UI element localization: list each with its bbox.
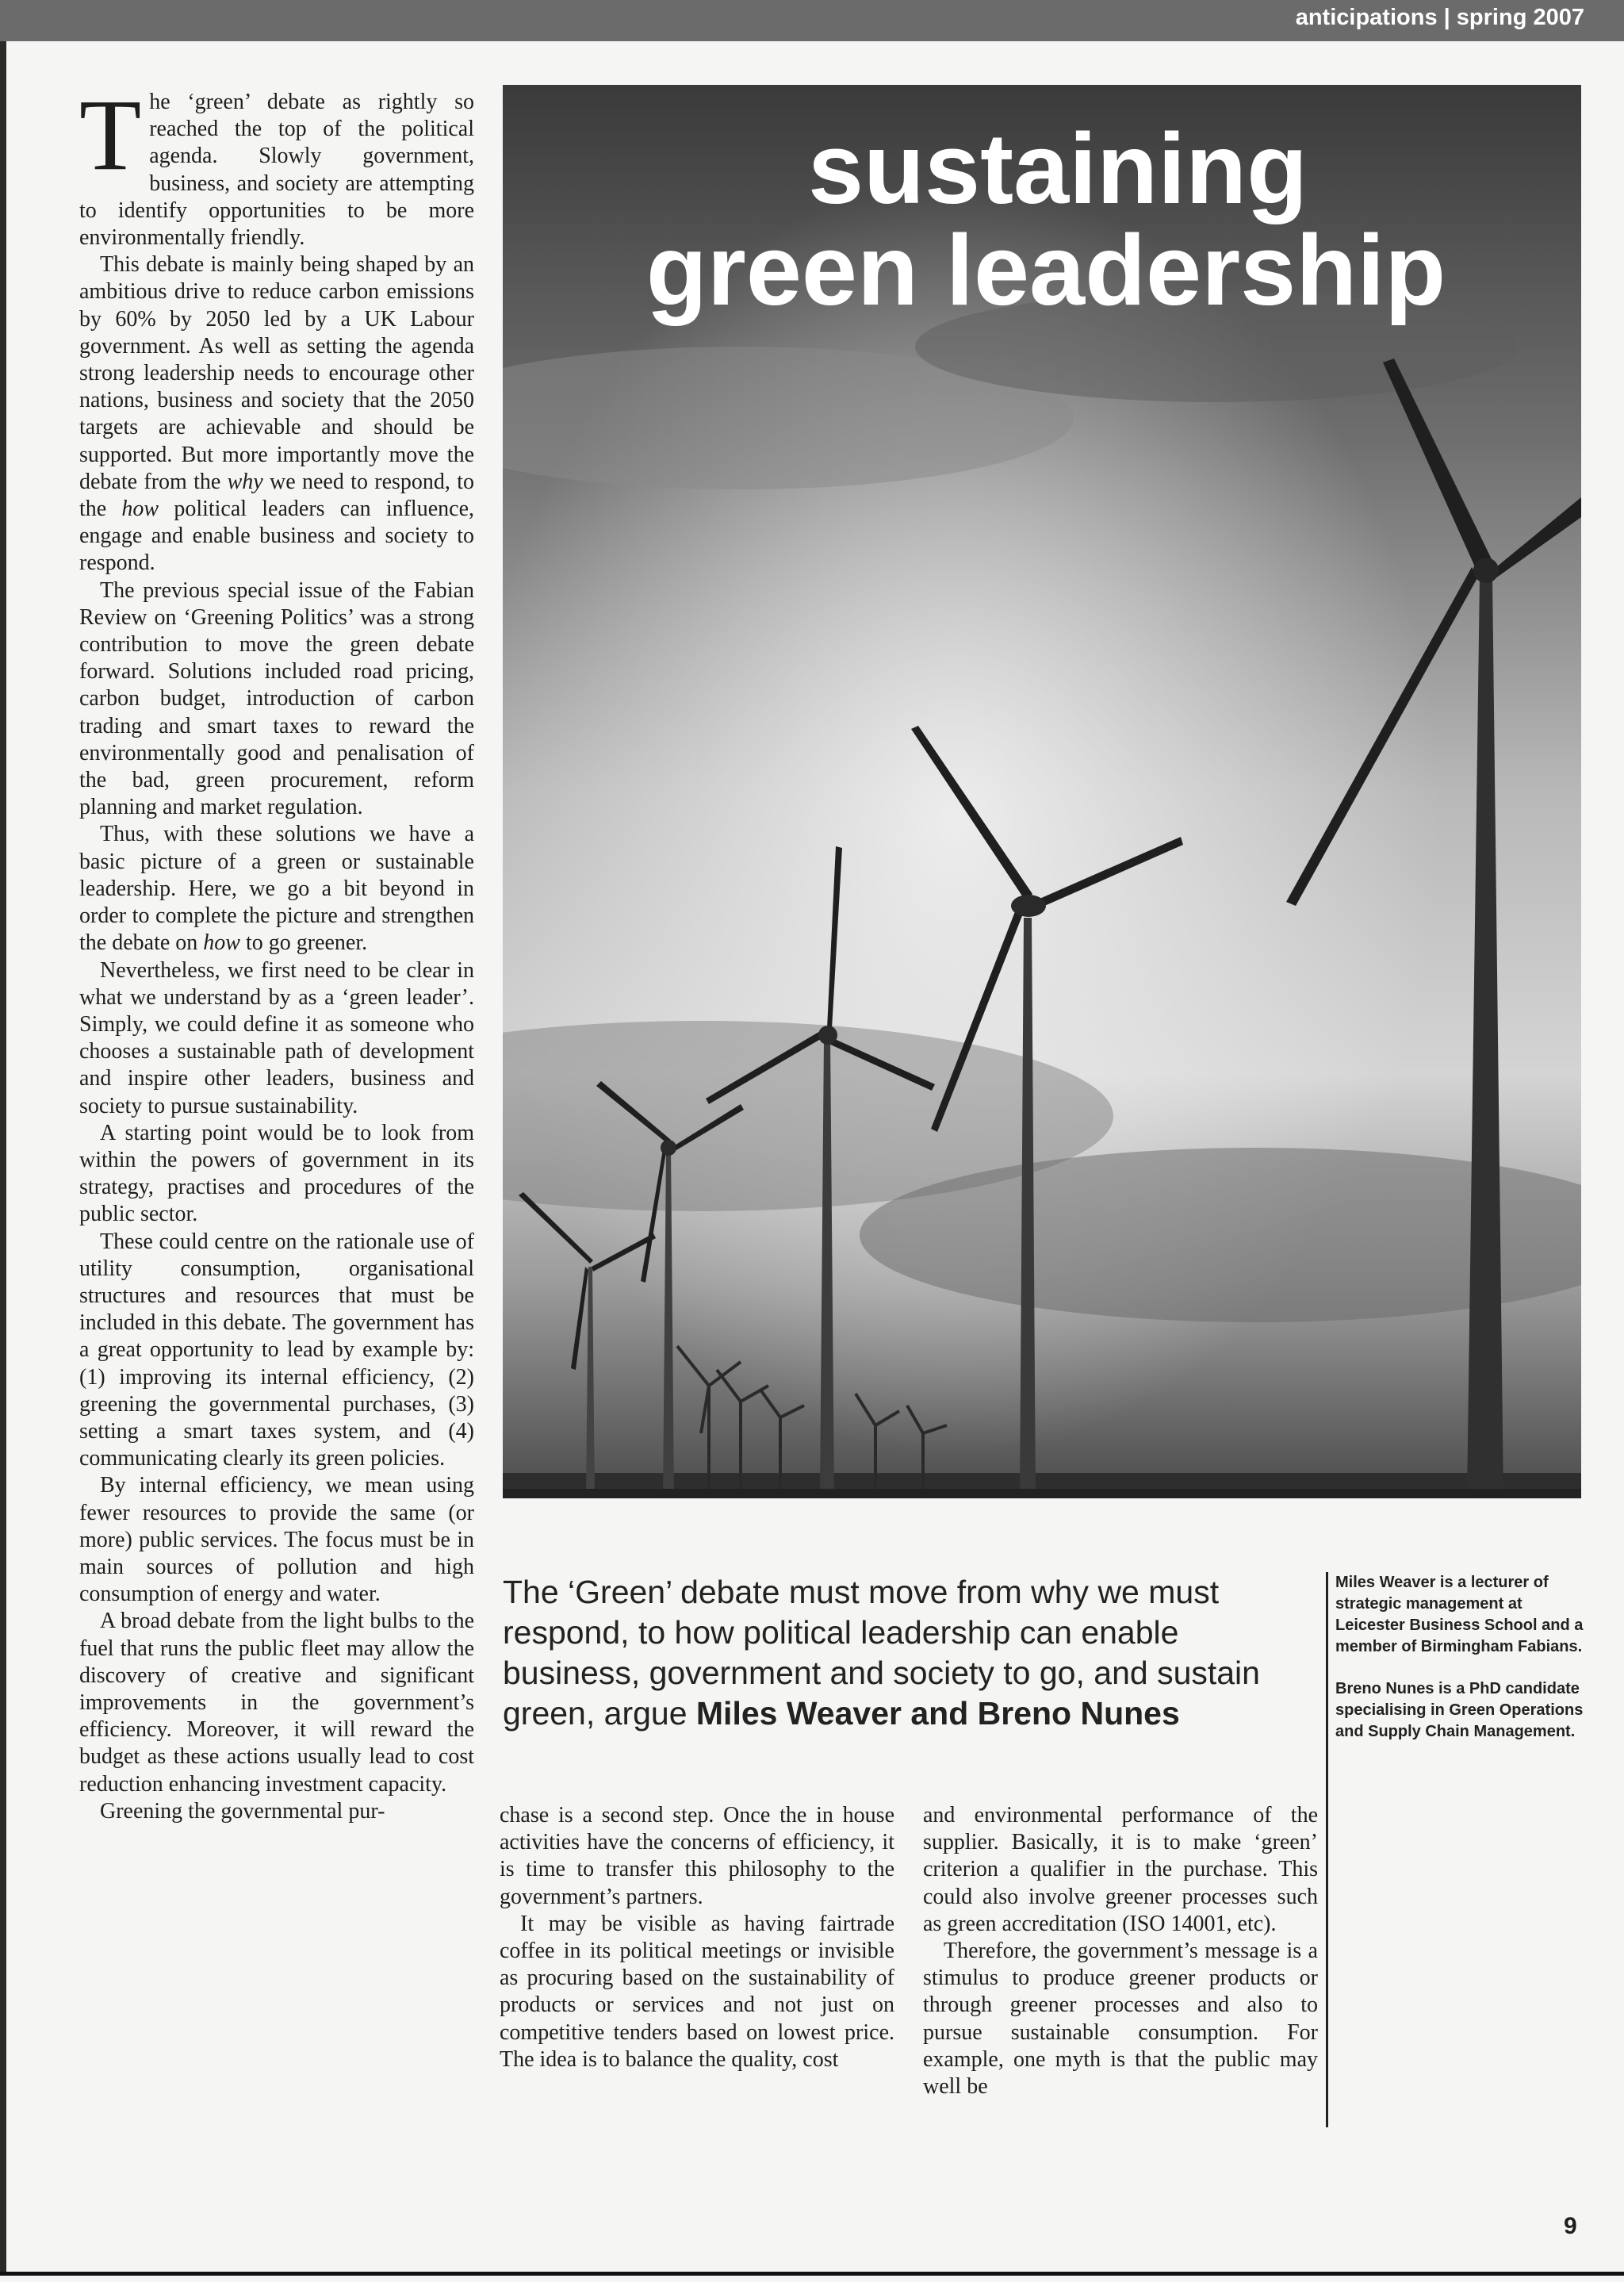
article-column-1 — [79, 79, 474, 1825]
paragraph: The ‘green’ debate as rightly so reached the top of the political agenda. Slowly government, business, and society are attempting to identify opportunities to be more environmentally friendly. — [79, 79, 474, 251]
paragraph: Therefore, the government’s message is a stimulus to produce greener products or through greener processes and also to pursue sustainable consumption. For example, one myth is that the public may well be — [923, 1939, 1318, 2100]
paragraph: The previous special issue of the Fabian Review on ‘Greening Politics’ was a strong contribution to move the green debate forward. Solutions included road pricing, carbon budget, introduction of carbon trading and smart taxes to reward the environmentally good and penalisation of the bad, green procurement, reform planning and market regulation. — [79, 577, 474, 820]
wind-turbines-photo — [503, 85, 1581, 1498]
paragraph: By internal efficiency, we mean using fewer resources to provide the same (or more) public services. The focus must be in main sources of pollution and high consumption of energy and water. — [79, 1473, 474, 1607]
header-bar — [0, 0, 1624, 41]
author-bios — [1335, 1572, 1589, 1763]
page-number: 9 — [1564, 2213, 1577, 2239]
bio-divider — [1326, 1572, 1328, 1810]
paragraph: These could centre on the rationale use of utility consumption, organisational structures and resources that must be included in this debate. The government has a great opportunity to lead by example by: (1) improving its internal efficiency, (2) greening the governmental purchases, (3) setting a smart taxes system, and (4) communicating clearly its green policies. — [79, 1229, 474, 1471]
headline-line-2: green leadership — [645, 214, 1446, 326]
headline-line-1: sustaining — [807, 113, 1308, 224]
paragraph: A starting point would be to look from within the powers of government in its strategy, practises and procedures of the public sector. — [79, 1120, 474, 1227]
paragraph: Thus, with these solutions we have a basic picture of a green or sustainable leadership. Here, we go a bit beyond in order to complete the picture and strengthen the debate on how to go greener. — [79, 822, 474, 956]
paragraph: Nevertheless, we first need to be clear in what we understand by as a ‘green leader’. Simply, we could define it as someone who chooses a sustainable path of development and inspire other leaders, business and society to pursue sustainability. — [79, 957, 474, 1118]
paragraph: and environmental performance of the supplier. Basically, it is to make ‘green’ criterion a qualifier in the purchase. This could also involve greener processes such as green accreditation (ISO 14001, etc). — [923, 1803, 1318, 1936]
paragraph: Greening the governmental pur- — [100, 1798, 385, 1824]
paragraph: It may be visible as having fairtrade coffee in its political meetings or invisible as procuring based on the sustainability of products or services and not just on competitive tenders based on lowest price. The idea is to balance the quality, cost — [500, 1911, 894, 2072]
bio-breno-nunes: Breno Nunes is a PhD candidate specialising in Green Operations and Supply Chain Management. — [1335, 1680, 1584, 1740]
drop-cap: T — [79, 79, 142, 191]
authors: Miles Weaver and Breno Nunes — [695, 1695, 1180, 1732]
paragraph: A broad debate from the light bulbs to the fuel that runs the public fleet may allow the discovery of creative and significant improvements in the government’s efficiency. Moreover, it will reward the budget as these actions usually lead to cost reduction enhancing investment capacity. — [79, 1609, 474, 1797]
standfirst: The ‘Green’ debate must move from why we must respond, to how political leadership can enable business, government and society to go, and sustain green, argue Miles Weaver and Breno Nunes — [503, 1574, 1260, 1732]
article-column-3 — [923, 1802, 1318, 2100]
paragraph: chase is a second step. Once the in house activities have the concerns of efficiency, it is time to transfer this philosophy to the government’s partners. — [500, 1803, 894, 1909]
article-headline — [503, 113, 1581, 326]
paragraph: This debate is mainly being shaped by an ambitious drive to reduce carbon emissions by 60% by 2050 led by a UK Labour government. As well as setting the agenda strong leadership needs to encourage other nations, business and society that the 2050 targets are achievable and should be supported. But more importantly move the debate from the why we need to respond, to the how political leaders can influence, engage and enable business and society to respond. — [79, 252, 474, 576]
header-issue-text: anticipations | spring 2007 — [1295, 5, 1584, 30]
page-left-edge — [0, 41, 6, 2272]
page-bottom-rule — [0, 2272, 1624, 2276]
column-divider — [1326, 1802, 1328, 2127]
bio-miles-weaver: Miles Weaver is a lecturer of strategic management at Leicester Business School and a member of Birmingham Fabians. — [1335, 1574, 1584, 1655]
article-column-2 — [500, 1802, 894, 2073]
